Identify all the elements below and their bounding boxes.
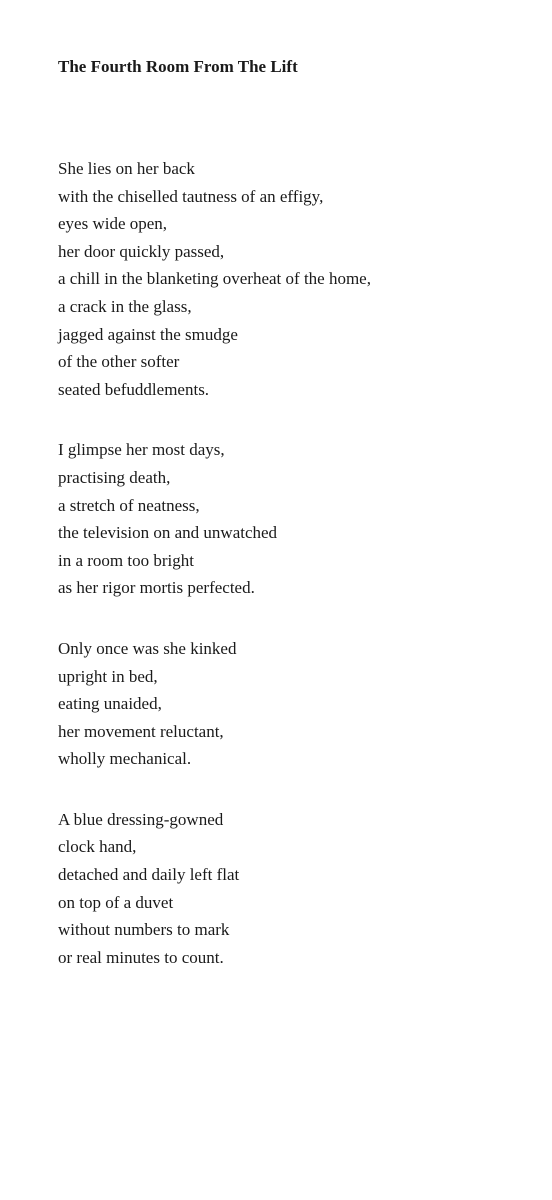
poem-line: of the other softer	[58, 352, 180, 372]
poem-line: in a room too bright	[58, 550, 194, 570]
poem-line: as her rigor mortis perfected.	[58, 578, 255, 598]
stanza-4	[58, 806, 538, 972]
poem-line: practising death,	[58, 467, 171, 487]
poem-line: her door quickly passed,	[58, 241, 225, 261]
poem-line: upright in bed,	[58, 666, 158, 686]
poem-line: or real minutes to count.	[58, 947, 224, 967]
poem-line: the television on and unwatched	[58, 523, 278, 543]
poem-body	[58, 155, 538, 1004]
poem-line: detached and daily left flat	[58, 865, 240, 885]
poem-line: I glimpse her most days,	[58, 440, 225, 460]
poem-line: her movement reluctant,	[58, 721, 224, 741]
poem-line: clock hand,	[58, 837, 137, 857]
poem-line: with the chiselled tautness of an effigy,	[58, 186, 324, 206]
poem-line: seated befuddlements.	[58, 379, 210, 399]
stanza-3	[58, 635, 538, 773]
poem-line: wholly mechanical.	[58, 749, 192, 769]
poem-line: She lies on her back	[58, 159, 195, 178]
poem-line: a crack in the glass,	[58, 296, 192, 316]
poem-line: a chill in the blanketing overheat of the home,	[58, 269, 371, 289]
poem-line: jagged against the smudge	[58, 324, 238, 344]
poem-line: eating unaided,	[58, 694, 162, 714]
poem-line: without numbers to mark	[58, 920, 230, 940]
poem-line: eyes wide open,	[58, 214, 168, 234]
stanza-2	[58, 436, 538, 602]
poem-line: Only once was she kinked	[58, 638, 237, 658]
poem-line: A blue dressing-gowned	[58, 809, 224, 829]
poem-title: The Fourth Room From The Lift	[58, 57, 298, 76]
stanza-1	[58, 155, 538, 403]
poem-line: on top of a duvet	[58, 892, 174, 912]
poem-line: a stretch of neatness,	[58, 495, 200, 515]
